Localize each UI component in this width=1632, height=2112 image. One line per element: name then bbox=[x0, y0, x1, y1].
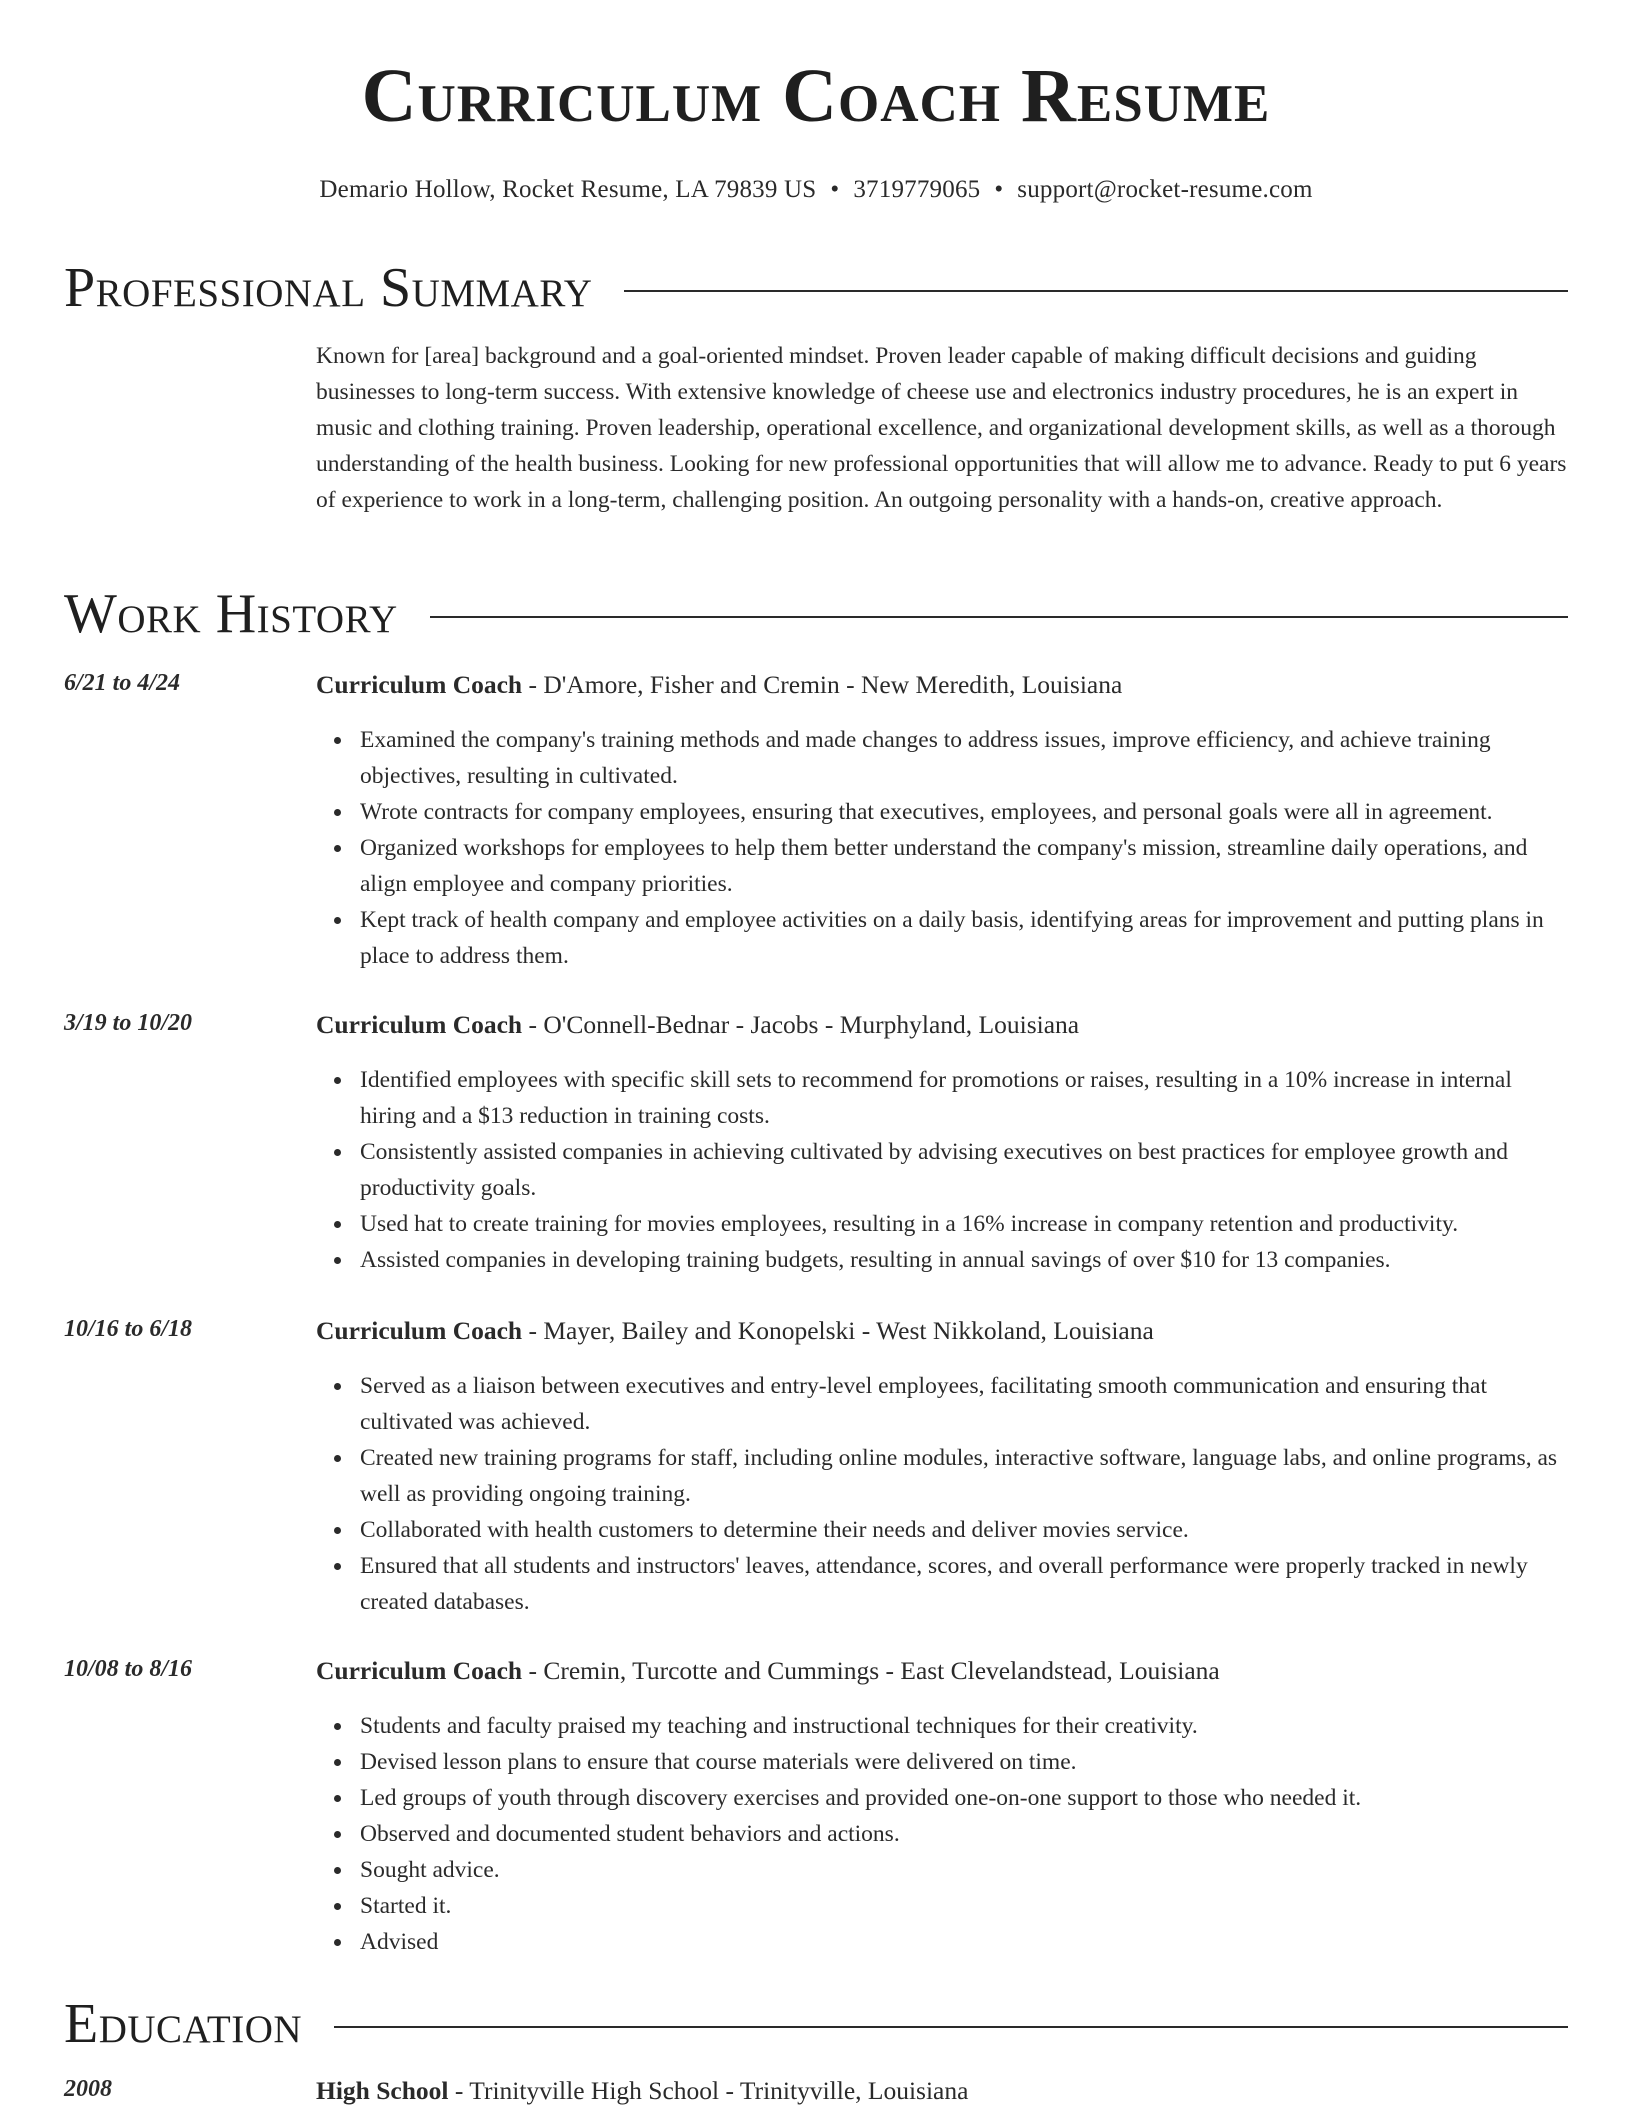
list-item: Started it. bbox=[360, 1888, 1568, 1924]
list-item: Organized workshops for employees to help them better understand the company's mission, streamline daily operations, and align employee and company priorities. bbox=[360, 830, 1568, 902]
list-item: Identified employees with specific skill sets to recommend for promotions or raises, resulting in a 10% increase in internal hiring and a $13 reduction in training costs. bbox=[360, 1062, 1568, 1134]
section-divider bbox=[430, 616, 1568, 618]
list-item: Collaborated with health customers to determine their needs and deliver movies service. bbox=[360, 1512, 1568, 1548]
list-item: Students and faculty praised my teaching and instructional techniques for their creativity. bbox=[360, 1708, 1568, 1744]
section-heading: Education bbox=[64, 1993, 303, 2055]
section-education-header bbox=[64, 1993, 1568, 2055]
contact-email[interactable]: support@rocket-resume.com bbox=[1017, 176, 1313, 203]
job-bullets bbox=[360, 1368, 1568, 1620]
list-item: Sought advice. bbox=[360, 1852, 1568, 1888]
list-item: Led groups of youth through discovery exercises and provided one-on-one support to those who needed it. bbox=[360, 1780, 1568, 1816]
list-item: Assisted companies in developing training budgets, resulting in annual savings of over $10 for 13 companies. bbox=[360, 1242, 1568, 1278]
job-headline bbox=[316, 1316, 1568, 1346]
education-year: 2008 bbox=[64, 2076, 112, 2102]
list-item: Wrote contracts for company employees, ensuring that executives, employees, and personal goals were all in agreement. bbox=[360, 794, 1568, 830]
job-bullets bbox=[360, 1708, 1568, 1960]
list-item: Observed and documented student behaviors and actions. bbox=[360, 1816, 1568, 1852]
list-item: Served as a liaison between executives and entry-level employees, facilitating smooth communication and ensuring that cultivated was achieved. bbox=[360, 1368, 1568, 1440]
job-employer: - Mayer, Bailey and Konopelski - West Nikkoland, Louisiana bbox=[522, 1316, 1154, 1345]
contact-phone: 3719779065 bbox=[853, 176, 981, 203]
professional-summary: Known for [area] background and a goal-oriented mindset. Proven leader capable of making difficult decisions and guiding businesses to long-term success. With extensive knowledge of cheese use and electronics industry procedures, he is an expert in music and clothing training. Proven leadership, operational excellence, and organizational development skills, as well as a thorough understanding of the health business. Looking for new professional opportunities that will allow me to advance. Ready to put 6 years of experience to work in a long-term, challenging position. An outgoing personality with a hands-on, creative approach. bbox=[316, 343, 1567, 513]
list-item: Used hat to create training for movies employees, resulting in a 16% increase in company retention and productivity. bbox=[360, 1206, 1568, 1242]
education-school: - Trinityville High School - Trinityville, Louisiana bbox=[448, 2076, 969, 2105]
list-item: Ensured that all students and instructors' leaves, attendance, scores, and overall performance were properly tracked in newly created databases. bbox=[360, 1548, 1568, 1620]
list-item: Kept track of health company and employee activities on a daily basis, identifying areas for improvement and putting plans in place to address them. bbox=[360, 902, 1568, 974]
job-title: Curriculum Coach bbox=[316, 1656, 523, 1685]
list-item: Advised bbox=[360, 1924, 1568, 1960]
job-bullets bbox=[360, 722, 1568, 974]
job-dates: 10/08 to 8/16 bbox=[64, 1656, 193, 1682]
section-summary-header bbox=[64, 257, 1568, 319]
section-divider bbox=[334, 2026, 1568, 2028]
job-headline bbox=[316, 670, 1568, 700]
job-dates: 10/16 to 6/18 bbox=[64, 1316, 193, 1342]
section-divider bbox=[624, 290, 1568, 292]
section-heading: Professional Summary bbox=[64, 257, 593, 319]
section-work-header bbox=[64, 583, 1568, 645]
job-bullets bbox=[360, 1062, 1568, 1278]
job-title: Curriculum Coach bbox=[316, 1316, 523, 1345]
contact-separator: • bbox=[830, 176, 840, 203]
job-employer: - O'Connell-Bednar - Jacobs - Murphyland, Louisiana bbox=[522, 1010, 1080, 1039]
education-degree: High School bbox=[316, 2076, 449, 2105]
job-employer: - Cremin, Turcotte and Cummings - East Clevelandstead, Louisiana bbox=[522, 1656, 1220, 1685]
list-item: Examined the company's training methods and made changes to address issues, improve efficiency, and achieve training objectives, resulting in cultivated. bbox=[360, 722, 1568, 794]
list-item: Devised lesson plans to ensure that course materials were delivered on time. bbox=[360, 1744, 1568, 1780]
job-title: Curriculum Coach bbox=[316, 670, 523, 699]
resume-title: Curriculum Coach Resume bbox=[361, 54, 1271, 138]
job-dates: 3/19 to 10/20 bbox=[64, 1010, 193, 1036]
job-title: Curriculum Coach bbox=[316, 1010, 523, 1039]
contact-address: Demario Hollow, Rocket Resume, LA 79839 US bbox=[319, 176, 817, 203]
list-item: Consistently assisted companies in achieving cultivated by advising executives on best practices for employee growth and productivity goals. bbox=[360, 1134, 1568, 1206]
section-heading: Work History bbox=[64, 583, 398, 645]
job-dates: 6/21 to 4/24 bbox=[64, 670, 181, 696]
job-headline bbox=[316, 1656, 1568, 1686]
contact-separator: • bbox=[994, 176, 1004, 203]
education-headline bbox=[316, 2076, 968, 2106]
job-headline bbox=[316, 1010, 1568, 1040]
job-employer: - D'Amore, Fisher and Cremin - New Meredith, Louisiana bbox=[522, 670, 1123, 699]
contact-line bbox=[0, 176, 1632, 204]
list-item: Created new training programs for staff, including online modules, interactive software, language labs, and online programs, as well as providing ongoing training. bbox=[360, 1440, 1568, 1512]
